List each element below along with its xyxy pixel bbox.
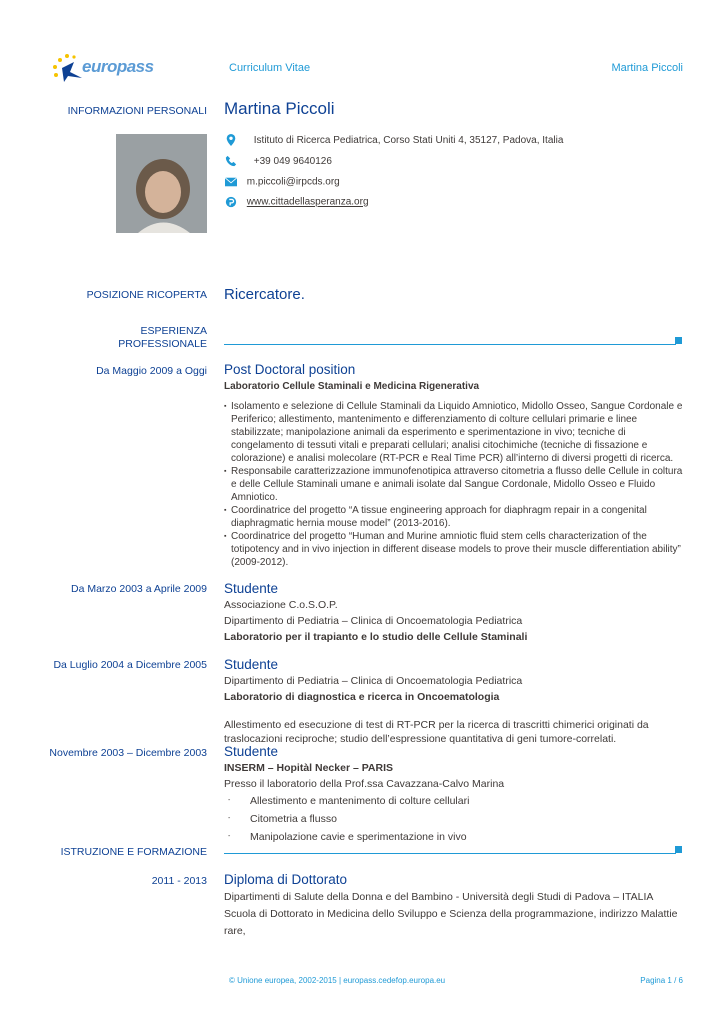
exp4-item: - Allestimento e mantenimento di colture cellulari (224, 793, 684, 809)
edu-title: Diploma di Dottorato (224, 872, 348, 887)
phone-icon (224, 155, 238, 167)
email-icon (224, 176, 238, 188)
website-link[interactable]: www.cittadellasperanza.org (246, 196, 369, 208)
edu-date: 2011 - 2013 (151, 875, 207, 887)
phone-text: +39 049 9640126 (253, 155, 332, 167)
exp4-details (224, 760, 684, 847)
email-text[interactable]: m.piccoli@irpcds.org (246, 176, 340, 188)
exp2-line2: Dipartimento di Pediatria – Clinica di Oncoematologia Pediatrica (224, 615, 523, 627)
logo-wordmark: europass (82, 57, 154, 76)
footer-page-number: Pagina 1 / 6 (640, 976, 683, 985)
exp2-details (224, 597, 684, 645)
education-divider-marker (675, 846, 682, 853)
full-name: Martina Piccoli (224, 99, 335, 118)
email-row (224, 176, 340, 188)
website-row (224, 196, 369, 208)
header-person-name: Martina Piccoli (611, 62, 683, 74)
personal-info-label: INFORMAZIONI PERSONALI (67, 105, 207, 117)
website-icon (224, 196, 238, 208)
exp2-date: Da Marzo 2003 a Aprile 2009 (70, 583, 207, 595)
exp1-bullet: ▪ Coordinatrice del progetto “Human and Murine amniotic fluid stem cells characterization of the totipotency and in vivo injection in different disease models to prove their muscle differentiation ability” (2009-2012). (224, 530, 684, 569)
footer-copyright: © Unione europea, 2002-2015 | europass.cedefop.europa.eu (229, 976, 446, 985)
exp4-item: - Citometria a flusso (224, 811, 684, 827)
exp4-line1: INSERM – Hopitàl Necker – PARIS (224, 762, 394, 774)
exp3-date: Da Luglio 2004 a Dicembre 2005 (53, 659, 207, 671)
experience-divider (224, 344, 676, 345)
exp1-bullet: ▪ Coordinatrice del progetto “A tissue engineering approach for diaphragm repair in a congenital diaphragmatic hernia mouse model” (2013-2016). (224, 504, 684, 530)
edu-line1: Dipartimenti di Salute della Donna e del Bambino - Università degli Studi di Padova – ITALIA (224, 891, 654, 903)
education-divider (224, 853, 676, 854)
exp3-description: Allestimento ed esecuzione di test di RT-PCR per la ricerca di trascritti chimerici originati da traslocazioni reciproche; studio dell’espressione quantitativa di geni tumore-correlati. (224, 719, 649, 745)
address-text: Istituto di Ricerca Pediatrica, Corso Stati Uniti 4, 35127, Padova, Italia (253, 134, 564, 146)
europass-logo (52, 54, 152, 84)
phone-row (224, 155, 332, 167)
experience-label-line2: PROFESSIONALE (118, 338, 207, 350)
exp1-title: Post Doctoral position (224, 362, 356, 377)
exp1-employer: Laboratorio Cellule Staminali e Medicina Rigenerativa (224, 381, 480, 392)
exp2-line1: Associazione C.o.S.O.P. (224, 599, 338, 611)
edu-line2: Scuola di Dottorato in Medicina dello Sviluppo e Scienza della programmazione, indirizzo Malattie rare, (224, 908, 678, 937)
position-value: Ricercatore. (224, 286, 305, 303)
exp3-line2: Laboratorio di diagnostica e ricerca in Oncoematologia (224, 691, 500, 703)
profile-photo (116, 134, 207, 233)
exp4-date: Novembre 2003 – Dicembre 2003 (49, 747, 207, 759)
exp4-line2: Presso il laboratorio della Prof.ssa Cavazzana-Calvo Marina (224, 778, 505, 790)
experience-label-line1: ESPERIENZA (140, 325, 207, 337)
education-label: ISTRUZIONE E FORMAZIONE (60, 846, 207, 858)
exp1-activities (224, 400, 684, 569)
exp3-line1: Dipartimento di Pediatria – Clinica di Oncoematologia Pediatrica (224, 675, 523, 687)
location-icon (224, 134, 238, 146)
doc-title: Curriculum Vitae (229, 62, 311, 74)
exp2-title: Studente (224, 581, 279, 596)
exp4-item: - Manipolazione cavie e sperimentazione in vivo (224, 829, 684, 845)
address-row (224, 134, 563, 146)
exp1-bullet: ▪ Responsabile caratterizzazione immunofenotipica attraverso citometria a flusso delle Cellule in coltura e delle Cellule Staminali umane e animali isolate dal Sangue Cordonale, Midollo Osseo e Fluido Amniotico. (224, 465, 684, 504)
exp3-title: Studente (224, 657, 279, 672)
experience-divider-marker (675, 337, 682, 344)
exp1-date: Da Maggio 2009 a Oggi (96, 365, 207, 377)
person-portrait-icon (116, 134, 207, 233)
exp3-details (224, 673, 684, 705)
position-label: POSIZIONE RICOPERTA (86, 289, 207, 301)
exp2-line3: Laboratorio per il trapianto e lo studio delle Cellule Staminali (224, 631, 528, 643)
edu-details (224, 889, 694, 940)
exp4-title: Studente (224, 744, 279, 759)
exp1-bullet: ▪ Isolamento e selezione di Cellule Staminali da Liquido Amniotico, Midollo Osseo, Sangue Cordonale e Periferico; allestimento, mantenimento e differenziamento di colture cellulari primarie e linee stabilizzate; manipolazione animali da esperimento e sperimentazione in vivo; tecniche di congelamento di tessuti vitali e preparati cellulari; analisi citochimiche (tecniche di fissazione e colorazione) e analisi molecolare (RT-PCR e Real Time PCR) all’interno di diversi progetti di ricerca. (224, 400, 684, 465)
